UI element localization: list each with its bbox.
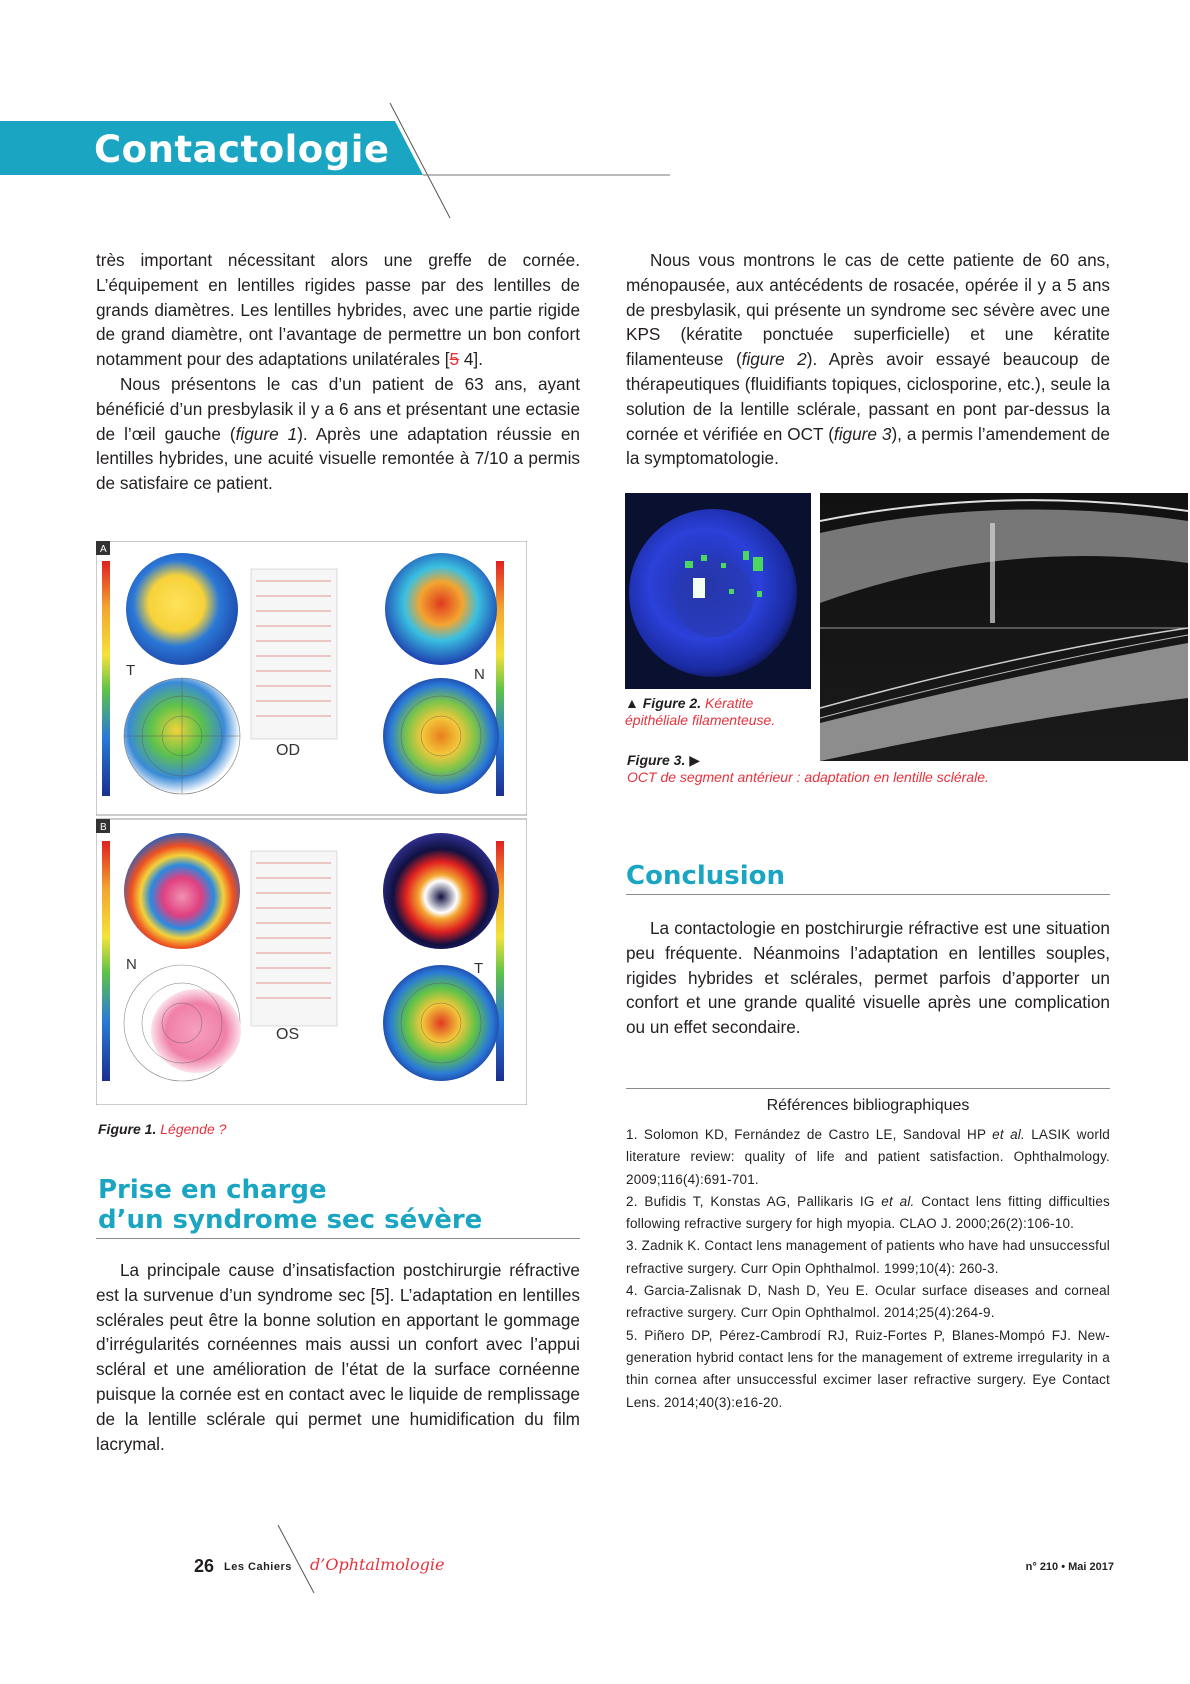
svg-text:T: T (126, 662, 136, 679)
conclusion-rule (626, 894, 1110, 895)
svg-text:N: N (126, 956, 137, 973)
issue-info: n° 210 • Mai 2017 (1025, 1561, 1114, 1573)
right-column-intro (626, 248, 1110, 471)
svg-text:N: N (474, 666, 485, 683)
page-number: 26 (194, 1556, 215, 1576)
svg-text:A: A (100, 544, 107, 555)
conclusion-body: La contactologie en postchirurgie réfractive est une situation peu fréquente. Néanmoins l’adaptation en lentilles souples, rigides hybrides et sclérales, permet parfois d’apporter un confort et une grande qualité visuelle après une complication ou un effet secondaire. (626, 918, 1110, 1038)
section-title: Contactologie (94, 128, 390, 171)
conclusion-heading: Conclusion (626, 861, 786, 891)
figure-2-photo (625, 493, 811, 689)
reference-item: 2. Bufidis T, Konstas AG, Pallikaris IG et al. Contact lens fitting difficulties following refractive surgery for high myopia. CLAO J. 2000;26(2):106-10. (626, 1193, 1110, 1232)
reference-item: 1. Solomon KD, Fernández de Castro LE, Sandoval HP et al. LASIK world literature review: quality of life and patient satisfaction. Ophthalmology. 2009;116(4):691-701. (626, 1127, 1111, 1187)
triangle-up-icon: ▲ (625, 695, 639, 711)
figure-1-topography (96, 541, 527, 1105)
left-column-intro (96, 248, 580, 496)
journal-name: Les Cahiers (224, 1561, 292, 1573)
figure-3-caption: Figure 3. ▶ OCT de segment antérieur : adaptation en lentille sclérale. (627, 752, 989, 785)
reference-item: 5. Piñero DP, Pérez-Cambrodí RJ, Ruiz-Fortes P, Blanes-Mompó FJ. New-generation hybrid contact lens for the management of extreme irregularity in a thin cornea after unsuccessful excimer laser refractive surgery. Eye Contact Lens. 2014;40(3):e16-20. (626, 1327, 1110, 1410)
svg-text:B: B (100, 822, 107, 833)
reference-item: 3. Zadnik K. Contact lens management of patients who have had unsuccessful refractive surgery. Curr Opin Ophthalmol. 1999;10(4): 260-3. (626, 1238, 1110, 1276)
figure-1-caption: Figure 1. Légende ? (98, 1121, 227, 1137)
prise-body: La principale cause d’insatisfaction postchirurgie réfractive est la survenue d’un syndrome sec [5]. L’adaptation en lentilles sclérales peut être la bonne solution en apportant le gommage d’irrégularités cornéennes mais aussi un confort avec l’appui scléral et une amélioration de l’état de la surface cornéenne puisque la cornée est en contact avec le liquide de remplissage de la lentille sclérale qui permet une humidification du film lacrymal. (96, 1260, 580, 1454)
paragraph: Nous présentons le cas d’un patient de 63 ans, ayant bénéficié d’un presbylasik il y a 6 ans et présentant une ectasie de l’œil gauche (figure 1). Après une adaptation réussie en lentilles hybrides, une acuité visuelle remontée à 7/10 a permis de satisfaire ce patient. (96, 373, 580, 494)
svg-text:OD: OD (276, 742, 300, 759)
triangle-right-icon: ▶ (689, 752, 701, 768)
references-rule (626, 1088, 1110, 1089)
figure-2-caption: ▲ Figure 2. Kératite épithéliale filamenteuse. (625, 695, 776, 728)
references-list (626, 1124, 1110, 1414)
prise-heading: Prise en charge d’un syndrome sec sévère (98, 1175, 483, 1235)
paragraph: Nous vous montrons le cas de cette patiente de 60 ans, ménopausée, aux antécédents de rosacée, opérée il y a 5 ans de presbylasik, qui présente un syndrome sec sévère avec une KPS (kératite ponctuée superficielle) et une kératite filamenteuse (figure 2). Après avoir essayé beaucoup de thérapeutiques (fluidifiants topiques, ciclosporine, etc.), seule la solution de la lentille sclérale, passant en pont par-dessus la cornée et vérifiée en OCT (figure 3), a permis l’amendement de la symptomatologie. (626, 250, 1110, 469)
svg-text:OS: OS (276, 1026, 300, 1043)
references-title: Références bibliographiques (766, 1097, 970, 1114)
reference-item: 4. Garcia-Zalisnak D, Nash D, Yeu E. Ocular surface diseases and corneal refractive surgery. Curr Opin Ophthalmol. 2014;25(4):264-9. (626, 1283, 1110, 1321)
paragraph: très important nécessitant alors une greffe de cornée. L’équipement en lentilles rigides passe par des lentilles de grands diamètres. Les lentilles hybrides, avec une partie rigide de grand diamètre, ont l’avantage de permettre un bon confort notamment pour des adaptations unilatérales [5 4]. (96, 250, 580, 370)
prise-rule (96, 1238, 580, 1239)
figure-3-oct (820, 493, 1188, 761)
svg-text:T: T (474, 960, 484, 977)
header-rule (0, 0, 1190, 240)
journal-script: d’Ophtalmologie (310, 1555, 445, 1574)
